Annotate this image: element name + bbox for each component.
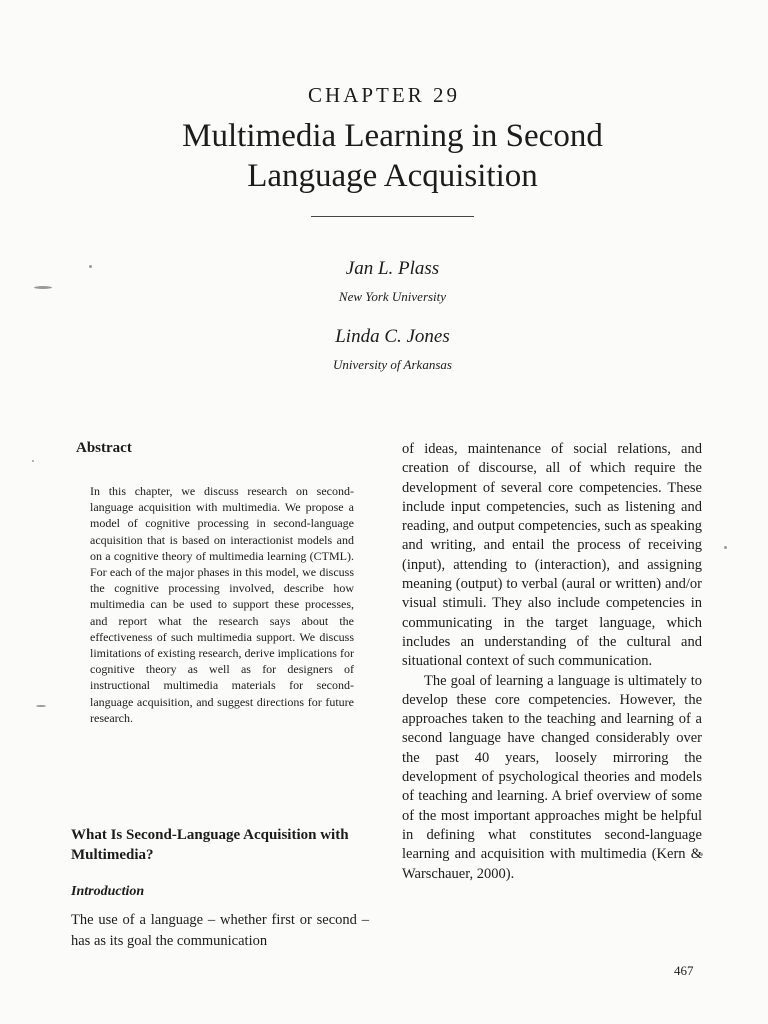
abstract-heading: Abstract xyxy=(76,440,132,456)
scan-speck xyxy=(724,546,727,549)
right-column xyxy=(402,440,702,884)
chapter-title-line-2: Language Acquisition xyxy=(247,158,538,194)
chapter-title xyxy=(0,116,768,196)
author-affiliation-1: New York University xyxy=(338,289,447,304)
title-divider xyxy=(311,216,474,217)
chapter-label: CHAPTER 29 xyxy=(308,83,460,107)
section-heading: What Is Second-Language Acquisition with Multimedia? xyxy=(71,827,349,863)
introduction-paragraph: The use of a language – whether first or second – has as its goal the communication xyxy=(71,912,369,949)
introduction-subheading: Introduction xyxy=(71,884,145,899)
chapter-title-line-1: Multimedia Learning in Second xyxy=(182,118,603,154)
author-name-2: Linda C. Jones xyxy=(335,326,450,347)
scan-speck xyxy=(32,460,34,462)
page-number: 467 xyxy=(674,963,694,978)
scan-speck xyxy=(36,705,46,707)
abstract-text: In this chapter, we discuss research on second-language acquisition with multimedia. We propose a model of cognitive processing in second-language acquisition that is based on interactionist models and on a cognitive theory of multimedia learning (CTML). For each of the major phases in this model, we discuss the cognitive processing involved, describe how multimedia can be used to support these processes, and report what the research says about the effectiveness of such multimedia support. We discuss limitations of existing research, derive implications for cognitive theory as well as for designers of instructional multimedia materials for second-language acquisition, and suggest directions for future research. xyxy=(90,484,354,725)
author-name-1: Jan L. Plass xyxy=(345,258,440,279)
author-affiliation-2: University of Arkansas xyxy=(333,357,452,372)
body-paragraph-2: The goal of learning a language is ultimately to develop these core competencies. However, the approaches taken to the teaching and learning of a second language have changed considerably over the past 40 years, loosely mirroring the development of psychological theories and models of teaching and learning. A brief overview of some of the most important approaches might be helpful in defining what constitutes second-language learning and acquisition with multimedia (Kern & Warschauer, 2000). xyxy=(402,672,702,882)
body-paragraph-1: of ideas, maintenance of social relations, and creation of discourse, all of which require the development of several core competencies. These include input competencies, such as listening and reading, and output competencies, such as speaking and writing, and entail the process of receiving (input), attending to (interaction), and assigning meaning (output) to verbal (aural or written) and/or visual stimuli. They also include competencies in communicating in the target language, which includes an understanding of the cultural and situational context of such communication. xyxy=(402,441,702,670)
